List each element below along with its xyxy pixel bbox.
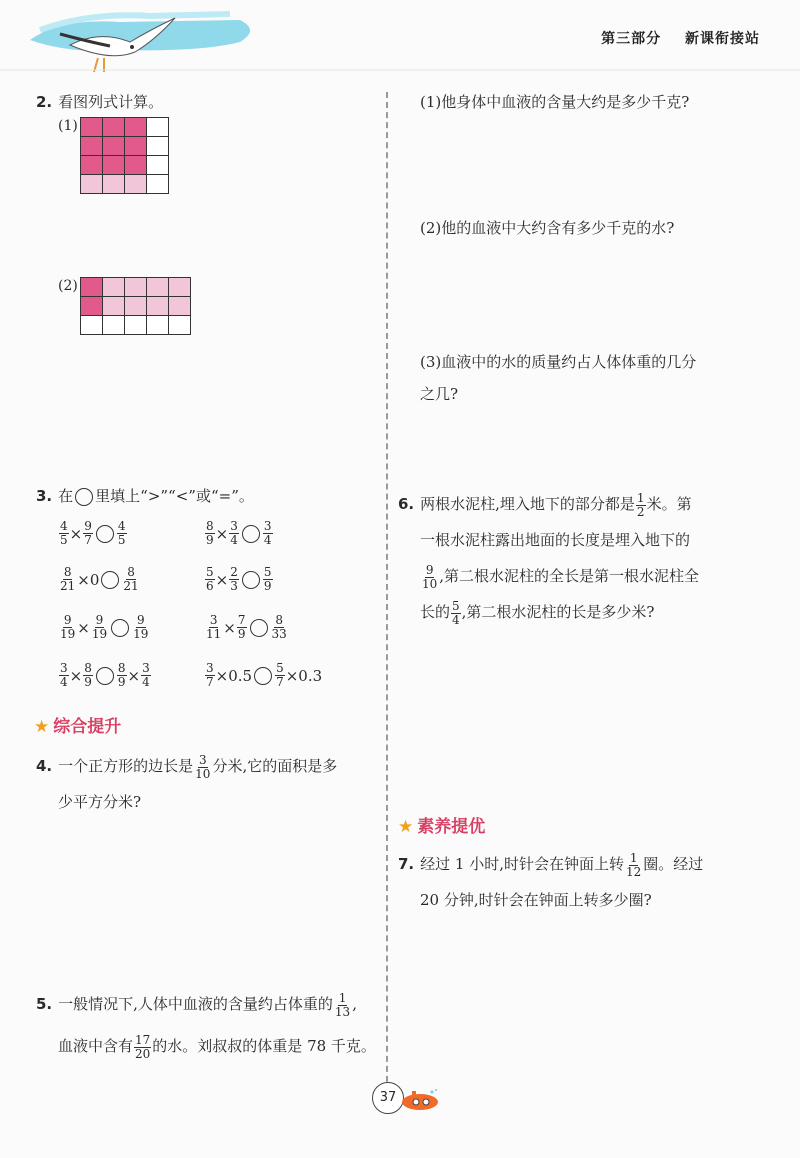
- q2-sub1-label: (1): [58, 118, 78, 134]
- grid-cell-pink: [81, 156, 103, 175]
- comparison-expression: $\frac{3}{4}$ × $\frac{8}{9}$ $\frac{8}{9}$ × $\frac{3}{4}$: [60, 661, 150, 689]
- grid-cell-pink: [125, 156, 147, 175]
- fraction: $\frac{8}{21}$: [123, 565, 139, 593]
- q2-fraction-grid-1: [80, 117, 169, 194]
- grid-cell-lpink: [81, 175, 103, 194]
- fraction: $\frac{8}{9}$: [206, 519, 214, 547]
- answer-circle: [96, 667, 114, 685]
- answer-circle: [101, 571, 119, 589]
- grid-cell-white: [147, 137, 169, 156]
- grid-cell-lpink: [125, 278, 147, 297]
- fraction: $\frac{9}{19}$: [60, 613, 76, 641]
- grid-cell-lpink: [147, 297, 169, 316]
- question-4: 4. 一个正方形的边长是 $\frac{3}{10}$ 分米,它的面积是多 少平方分米?: [36, 752, 338, 811]
- question-6: 6. 两根水泥柱,埋入地下的部分都是 $\frac{1}{2}$ 米。第 一根水泥柱露出地面的长度是埋入地下的 $\frac{9}{10}$ ,第二根水泥柱的全长是第一根水泥柱全 长的 $\frac{5}{4}$ ,第二根水泥柱的长是多少米?: [398, 490, 700, 627]
- fraction: $\frac{5}{9}$: [263, 565, 272, 593]
- fraction: $\frac{5}{4}$: [452, 598, 460, 627]
- comparison-expression: $\frac{3}{11}$ × $\frac{7}{9}$ $\frac{8}{33}$: [206, 613, 287, 641]
- answer-circle: [242, 525, 260, 543]
- fraction: $\frac{9}{19}$: [133, 613, 149, 641]
- grid-cell-pink: [103, 118, 125, 137]
- fraction: $\frac{9}{10}$: [422, 562, 438, 591]
- grid-cell-lpink: [103, 278, 125, 297]
- question-2-title: 2. 看图列式计算。: [36, 93, 164, 111]
- fraction: $\frac{5}{7}$: [276, 661, 284, 689]
- fraction: $\frac{8}{9}$: [117, 661, 126, 689]
- header-part: 第三部分: [601, 31, 662, 47]
- section-title-comprehensive: ★ 综合提升: [34, 717, 122, 737]
- answer-circle: [254, 667, 272, 685]
- question-3-title: 3. 在 里填上“>”“<”或“=”。: [36, 487, 254, 505]
- fraction: $\frac{8}{9}$: [84, 661, 92, 689]
- grid-cell-pink: [125, 118, 147, 137]
- comparison-expression: $\frac{8}{21}$ × 0 $\frac{8}{21}$: [60, 565, 139, 593]
- grid-cell-white: [125, 316, 147, 335]
- fraction: $\frac{4}{5}$: [117, 519, 126, 547]
- grid-cell-pink: [81, 137, 103, 156]
- fraction: $\frac{2}{3}$: [230, 565, 238, 593]
- fraction: $\frac{1}{12}$: [626, 850, 642, 879]
- grid-cell-white: [103, 316, 125, 335]
- grid-cell-lpink: [125, 297, 147, 316]
- fraction: $\frac{8}{21}$: [60, 565, 76, 593]
- fraction: $\frac{1}{13}$: [334, 990, 351, 1019]
- fraction: $\frac{9}{19}$: [91, 613, 108, 641]
- answer-circle: [75, 488, 93, 506]
- fraction: $\frac{3}{7}$: [206, 661, 214, 689]
- fraction: $\frac{5}{6}$: [206, 565, 214, 593]
- grid-cell-white: [147, 316, 169, 335]
- answer-circle: [111, 619, 129, 637]
- q2-fraction-grid-2: [80, 277, 191, 335]
- grid-cell-lpink: [103, 297, 125, 316]
- comparison-expression: $\frac{3}{7}$ × 0.5 $\frac{5}{7}$ ×0.3: [206, 661, 323, 689]
- page-number: 37: [372, 1082, 404, 1114]
- grid-cell-pink: [81, 297, 103, 316]
- comparison-expression: $\frac{4}{5}$ × $\frac{9}{7}$ $\frac{4}{5}$: [60, 519, 126, 547]
- grid-cell-white: [147, 118, 169, 137]
- grid-cell-lpink: [147, 278, 169, 297]
- grid-cell-white: [147, 175, 169, 194]
- fraction: $\frac{17}{20}$: [135, 1032, 151, 1061]
- comparison-expression: $\frac{9}{19}$ × $\frac{9}{19}$ $\frac{9}{19}$: [60, 613, 149, 641]
- fraction: $\frac{8}{33}$: [271, 613, 287, 641]
- star-icon: ★: [398, 817, 414, 837]
- submarine-icon: [398, 1088, 442, 1112]
- answer-circle: [250, 619, 268, 637]
- question-7: 7. 经过 1 小时,时针会在钟面上转 $\frac{1}{12}$ 圈。经过 20 分钟,时针会在钟面上转多少圈?: [398, 850, 704, 909]
- star-icon: ★: [34, 717, 50, 737]
- question-5: 5. 一般情况下,人体中血液的含量约占体重的 $\frac{1}{13}$ , 血液中含有 $\frac{17}{20}$ 的水。刘叔叔的体重是 78 千克。: [36, 990, 376, 1061]
- q5-sub-3: (3)血液中的水的质量约占人体体重的几分 之几?: [420, 353, 697, 403]
- fraction: $\frac{3}{4}$: [142, 661, 150, 689]
- comparison-expression: $\frac{5}{6}$ × $\frac{2}{3}$ $\frac{5}{9}$: [206, 565, 272, 593]
- grid-cell-pink: [81, 278, 103, 297]
- grid-cell-white: [81, 316, 103, 335]
- fraction: $\frac{3}{4}$: [263, 519, 272, 547]
- grid-cell-lpink: [103, 175, 125, 194]
- page-header: [583, 28, 760, 48]
- answer-circle: [242, 571, 260, 589]
- q2-sub2-label: (2): [58, 278, 78, 294]
- header-section: 新课衔接站: [685, 31, 760, 47]
- section-title-literacy: ★ 素养提优: [398, 817, 486, 837]
- fraction: $\frac{3}{4}$: [230, 519, 238, 547]
- grid-cell-pink: [125, 137, 147, 156]
- q5-sub-1: (1)他身体中血液的含量大约是多少千克?: [420, 93, 690, 111]
- fraction: $\frac{7}{9}$: [237, 613, 246, 641]
- grid-cell-white: [169, 316, 191, 335]
- grid-cell-white: [147, 156, 169, 175]
- fraction: $\frac{9}{7}$: [84, 519, 92, 547]
- grid-cell-lpink: [125, 175, 147, 194]
- column-divider: [386, 92, 388, 1102]
- fraction: $\frac{3}{4}$: [60, 661, 68, 689]
- grid-cell-pink: [81, 118, 103, 137]
- q5-sub-2: (2)他的血液中大约含有多少千克的水?: [420, 219, 675, 237]
- grid-cell-pink: [103, 137, 125, 156]
- comparison-expression: $\frac{8}{9}$ × $\frac{3}{4}$ $\frac{3}{4}$: [206, 519, 272, 547]
- fraction: $\frac{3}{11}$: [206, 613, 222, 641]
- fraction: $\frac{4}{5}$: [60, 519, 68, 547]
- grid-cell-pink: [103, 156, 125, 175]
- fraction: $\frac{3}{10}$: [195, 752, 211, 781]
- answer-circle: [96, 525, 114, 543]
- grid-cell-lpink: [169, 297, 191, 316]
- fraction: $\frac{1}{2}$: [636, 490, 645, 519]
- grid-cell-lpink: [169, 278, 191, 297]
